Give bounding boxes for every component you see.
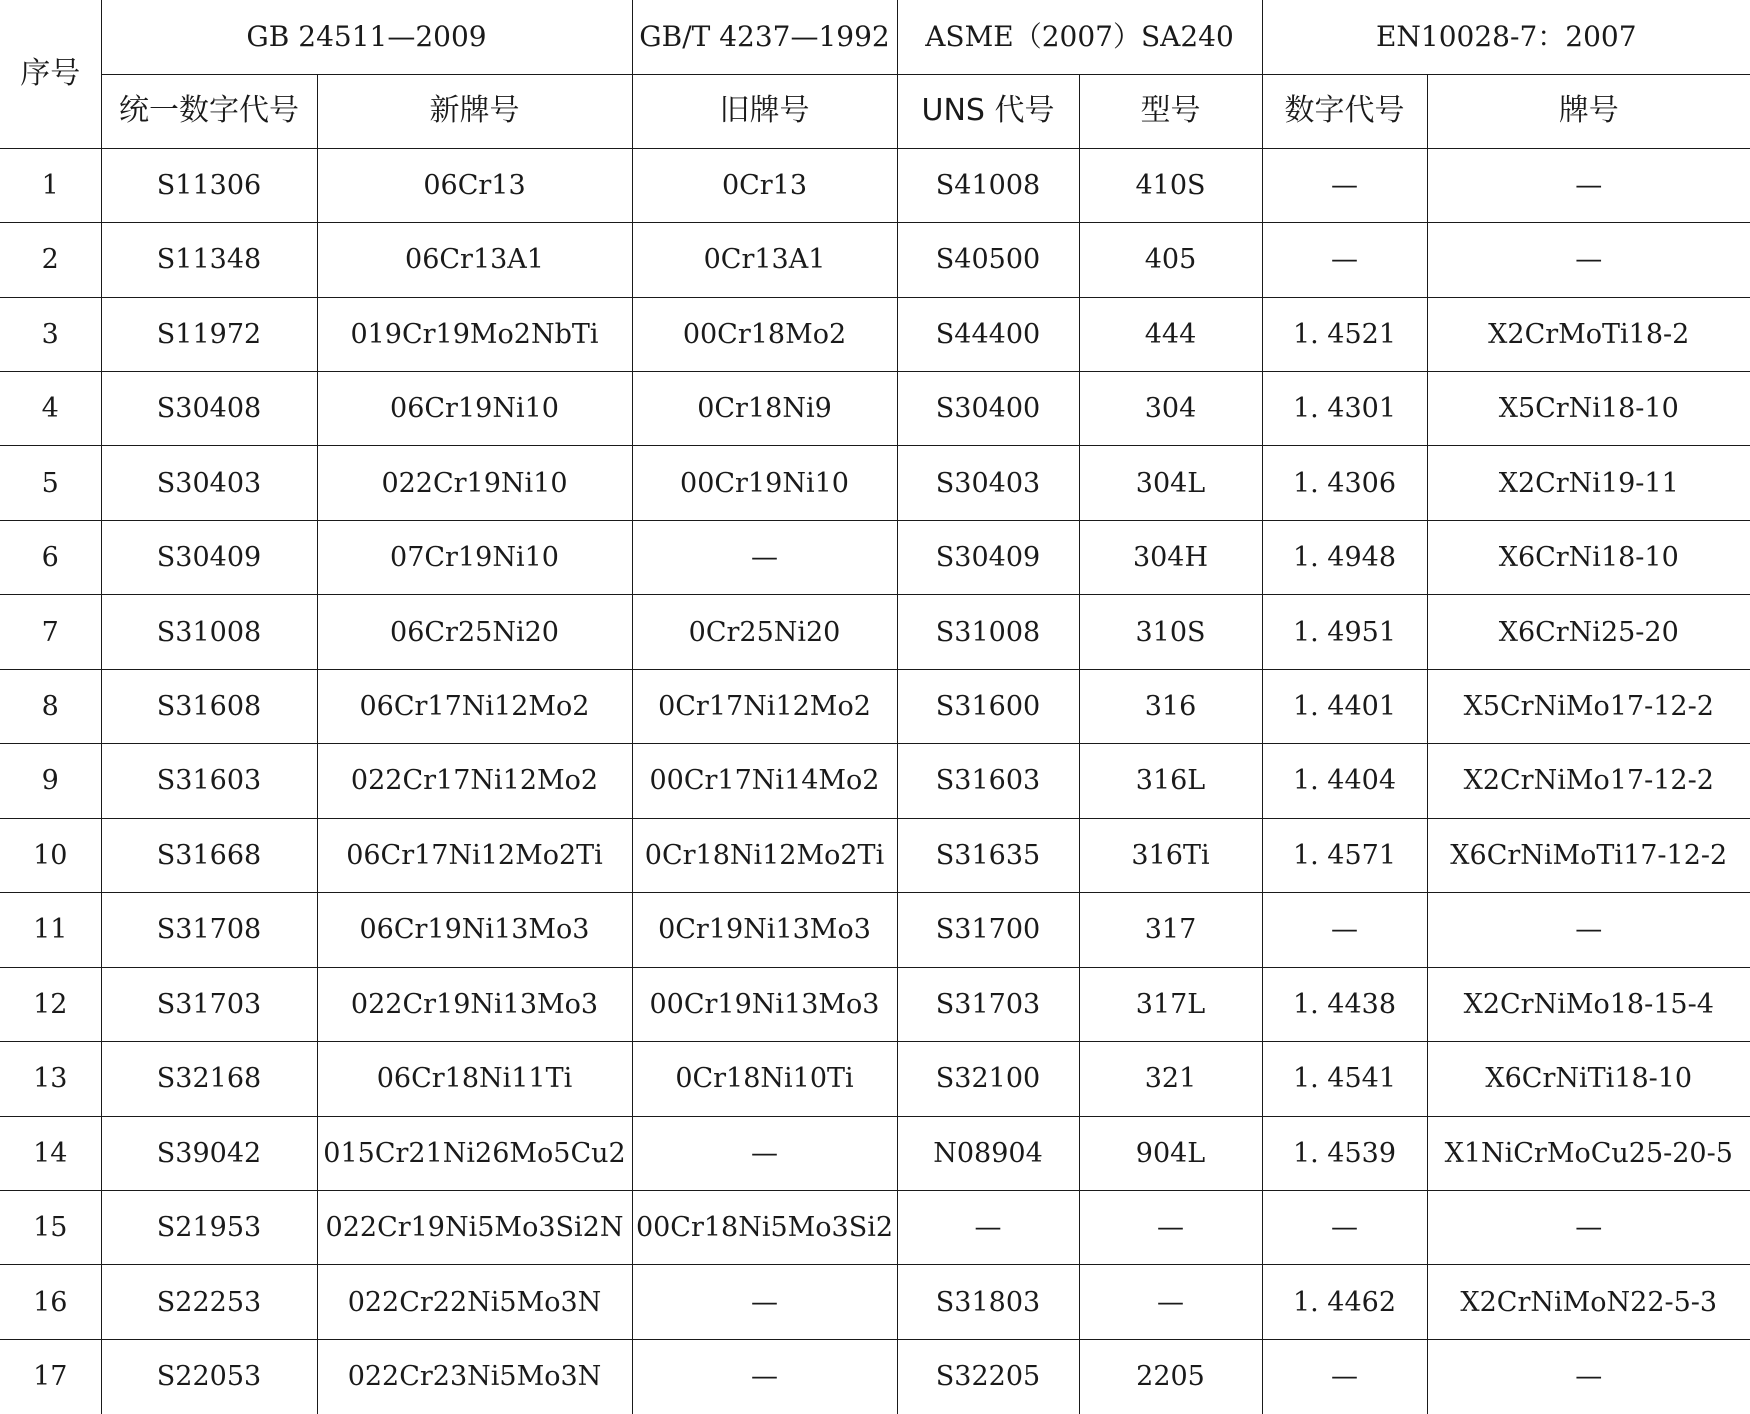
cell-seq: 6 [0,520,101,594]
cell-type: — [1079,1265,1262,1339]
header-group-gb24511: GB 24511—2009 [101,0,632,74]
cell-en-number: 1. 4951 [1262,595,1427,669]
cell-en-grade: X6CrNi25-20 [1427,595,1750,669]
cell-en-number: 1. 4521 [1262,297,1427,371]
cell-old-grade: 00Cr19Ni13Mo3 [632,967,897,1041]
cell-en-number: — [1262,148,1427,222]
cell-old-grade: 00Cr18Ni5Mo3Si2 [632,1190,897,1264]
cell-type: 444 [1079,297,1262,371]
cell-seq: 4 [0,371,101,445]
cell-uns-code: S31008 [897,595,1079,669]
table-row [0,371,1750,445]
cell-unified-code: S31608 [101,669,317,743]
cell-uns-code: N08904 [897,1116,1079,1190]
header-row-groups [0,0,1750,74]
cell-en-number: 1. 4948 [1262,520,1427,594]
header-col-new-grade: 新牌号 [317,74,632,148]
cell-seq: 7 [0,595,101,669]
cell-en-grade: X6CrNiTi18-10 [1427,1042,1750,1116]
cell-en-grade: — [1427,893,1750,967]
cell-en-number: — [1262,893,1427,967]
cell-seq: 15 [0,1190,101,1264]
cell-en-grade: X2CrNiMoN22-5-3 [1427,1265,1750,1339]
cell-en-grade: X5CrNiMo17-12-2 [1427,669,1750,743]
cell-type: 304L [1079,446,1262,520]
table-row [0,1190,1750,1264]
cell-unified-code: S21953 [101,1190,317,1264]
cell-en-number: — [1262,1190,1427,1264]
cell-seq: 1 [0,148,101,222]
cell-seq: 3 [0,297,101,371]
table-row [0,520,1750,594]
cell-en-grade: X2CrMoTi18-2 [1427,297,1750,371]
cell-old-grade: — [632,1339,897,1414]
header-seq: 序号 [0,0,101,148]
cell-new-grade: 022Cr23Ni5Mo3N [317,1339,632,1414]
cell-unified-code: S31603 [101,744,317,818]
table-row [0,446,1750,520]
cell-new-grade: 06Cr17Ni12Mo2 [317,669,632,743]
cell-type: 405 [1079,223,1262,297]
header-group-gbt4237: GB/T 4237—1992 [632,0,897,74]
cell-unified-code: S11348 [101,223,317,297]
cell-type: 316 [1079,669,1262,743]
cell-en-number: 1. 4539 [1262,1116,1427,1190]
table-row [0,148,1750,222]
cell-new-grade: 06Cr18Ni11Ti [317,1042,632,1116]
cell-type: 317 [1079,893,1262,967]
table-row [0,595,1750,669]
cell-uns-code: S30409 [897,520,1079,594]
cell-seq: 13 [0,1042,101,1116]
cell-unified-code: S22053 [101,1339,317,1414]
cell-en-number: 1. 4541 [1262,1042,1427,1116]
cell-new-grade: 015Cr21Ni26Mo5Cu2 [317,1116,632,1190]
cell-type: 904L [1079,1116,1262,1190]
cell-old-grade: 0Cr18Ni12Mo2Ti [632,818,897,892]
table-row [0,297,1750,371]
cell-en-number: 1. 4404 [1262,744,1427,818]
cell-type: 304H [1079,520,1262,594]
cell-old-grade: — [632,1265,897,1339]
cell-seq: 14 [0,1116,101,1190]
cell-uns-code: S32205 [897,1339,1079,1414]
cell-en-grade: X5CrNi18-10 [1427,371,1750,445]
cell-uns-code: S31600 [897,669,1079,743]
header-col-unified-code: 统一数字代号 [101,74,317,148]
header-col-uns-code: UNS 代号 [897,74,1079,148]
header-col-en-grade: 牌号 [1427,74,1750,148]
cell-unified-code: S31703 [101,967,317,1041]
cell-type: 310S [1079,595,1262,669]
cell-seq: 9 [0,744,101,818]
cell-uns-code: S40500 [897,223,1079,297]
cell-old-grade: — [632,1116,897,1190]
cell-uns-code: S31635 [897,818,1079,892]
table-row [0,1339,1750,1414]
cell-old-grade: 0Cr13 [632,148,897,222]
cell-type: 321 [1079,1042,1262,1116]
cell-new-grade: 06Cr13A1 [317,223,632,297]
table-row [0,893,1750,967]
cell-seq: 8 [0,669,101,743]
cell-old-grade: 0Cr18Ni10Ti [632,1042,897,1116]
table-row [0,1042,1750,1116]
cell-new-grade: 022Cr22Ni5Mo3N [317,1265,632,1339]
cell-en-grade: — [1427,1339,1750,1414]
cell-uns-code: S31703 [897,967,1079,1041]
cell-old-grade: 0Cr19Ni13Mo3 [632,893,897,967]
cell-en-grade: X6CrNiMoTi17-12-2 [1427,818,1750,892]
cell-new-grade: 07Cr19Ni10 [317,520,632,594]
cell-unified-code: S31668 [101,818,317,892]
cell-new-grade: 019Cr19Mo2NbTi [317,297,632,371]
cell-seq: 12 [0,967,101,1041]
cell-en-grade: — [1427,148,1750,222]
cell-unified-code: S30408 [101,371,317,445]
cell-unified-code: S22253 [101,1265,317,1339]
cell-en-number: 1. 4306 [1262,446,1427,520]
cell-en-number: — [1262,223,1427,297]
cell-old-grade: 0Cr25Ni20 [632,595,897,669]
cell-new-grade: 06Cr25Ni20 [317,595,632,669]
cell-uns-code: S30400 [897,371,1079,445]
cell-seq: 16 [0,1265,101,1339]
cell-seq: 2 [0,223,101,297]
cell-uns-code: S31803 [897,1265,1079,1339]
table-row [0,967,1750,1041]
cell-old-grade: 00Cr17Ni14Mo2 [632,744,897,818]
cell-unified-code: S30403 [101,446,317,520]
header-col-en-number: 数字代号 [1262,74,1427,148]
table-row [0,744,1750,818]
cell-old-grade: 00Cr19Ni10 [632,446,897,520]
cell-unified-code: S11306 [101,148,317,222]
cell-en-grade: — [1427,1190,1750,1264]
cell-en-number: 1. 4438 [1262,967,1427,1041]
cell-en-grade: X2CrNiMo18-15-4 [1427,967,1750,1041]
header-row-columns [0,74,1750,148]
cell-en-grade: — [1427,223,1750,297]
cell-new-grade: 06Cr19Ni10 [317,371,632,445]
cell-new-grade: 06Cr17Ni12Mo2Ti [317,818,632,892]
cell-new-grade: 06Cr13 [317,148,632,222]
cell-old-grade: 0Cr18Ni9 [632,371,897,445]
cell-en-grade: X1NiCrMoCu25-20-5 [1427,1116,1750,1190]
cell-new-grade: 022Cr19Ni10 [317,446,632,520]
cell-seq: 5 [0,446,101,520]
cell-uns-code: — [897,1190,1079,1264]
cell-type: 317L [1079,967,1262,1041]
cell-unified-code: S30409 [101,520,317,594]
cell-en-grade: X6CrNi18-10 [1427,520,1750,594]
header-group-en10028: EN10028-7：2007 [1262,0,1750,74]
cell-seq: 17 [0,1339,101,1414]
cell-seq: 10 [0,818,101,892]
cell-en-number: 1. 4571 [1262,818,1427,892]
table-row [0,1265,1750,1339]
table-row [0,818,1750,892]
cell-unified-code: S11972 [101,297,317,371]
cell-en-number: 1. 4401 [1262,669,1427,743]
header-group-asme: ASME（2007）SA240 [897,0,1262,74]
cell-new-grade: 022Cr19Ni5Mo3Si2N [317,1190,632,1264]
cell-type: 316L [1079,744,1262,818]
cell-type: — [1079,1190,1262,1264]
cell-old-grade: — [632,520,897,594]
cell-unified-code: S32168 [101,1042,317,1116]
table-row [0,1116,1750,1190]
cell-uns-code: S44400 [897,297,1079,371]
cell-en-number: 1. 4462 [1262,1265,1427,1339]
cell-new-grade: 06Cr19Ni13Mo3 [317,893,632,967]
cell-seq: 11 [0,893,101,967]
cell-new-grade: 022Cr19Ni13Mo3 [317,967,632,1041]
cell-uns-code: S31700 [897,893,1079,967]
table-row [0,223,1750,297]
cell-uns-code: S32100 [897,1042,1079,1116]
cell-type: 304 [1079,371,1262,445]
table-row [0,669,1750,743]
header-col-type: 型号 [1079,74,1262,148]
cell-new-grade: 022Cr17Ni12Mo2 [317,744,632,818]
header-col-old-grade: 旧牌号 [632,74,897,148]
cell-old-grade: 0Cr17Ni12Mo2 [632,669,897,743]
cell-old-grade: 00Cr18Mo2 [632,297,897,371]
cell-uns-code: S31603 [897,744,1079,818]
cell-old-grade: 0Cr13A1 [632,223,897,297]
cell-unified-code: S31008 [101,595,317,669]
cell-en-grade: X2CrNi19-11 [1427,446,1750,520]
cell-en-number: — [1262,1339,1427,1414]
cell-uns-code: S41008 [897,148,1079,222]
cell-type: 316Ti [1079,818,1262,892]
cell-uns-code: S30403 [897,446,1079,520]
cell-unified-code: S31708 [101,893,317,967]
cell-type: 2205 [1079,1339,1262,1414]
cell-type: 410S [1079,148,1262,222]
cell-en-grade: X2CrNiMo17-12-2 [1427,744,1750,818]
cell-en-number: 1. 4301 [1262,371,1427,445]
cell-unified-code: S39042 [101,1116,317,1190]
